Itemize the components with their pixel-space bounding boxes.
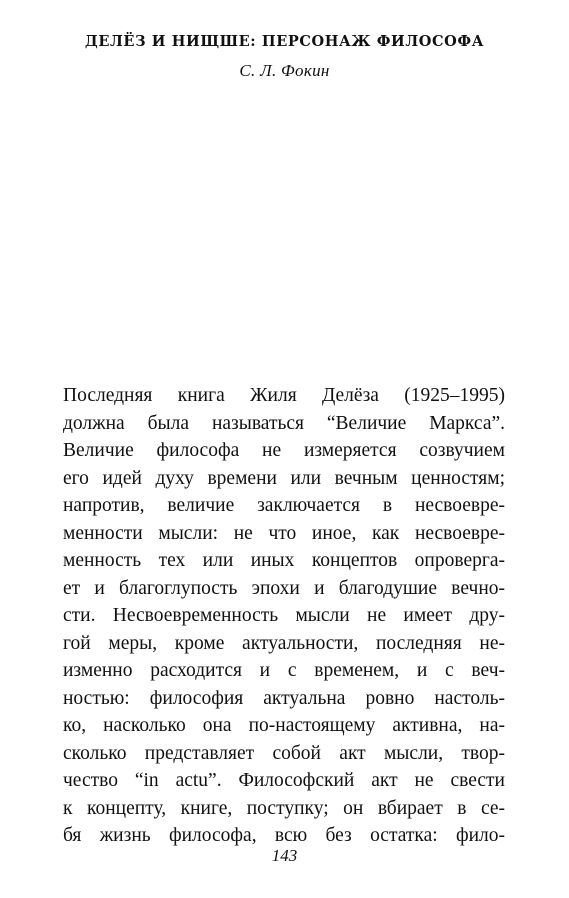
text-line: напротив, величие заключается в несвоевре- — [63, 495, 505, 516]
text-line: Последняя книга Жиля Делёза (1925–1995) — [63, 385, 505, 406]
running-title: ДЕЛЁЗ И НИЩШЕ: ПЕРСОНАЖ ФИЛОСОФА — [84, 33, 485, 50]
text-line: ностью: философия актуальна ровно настоль- — [63, 687, 505, 709]
text-line: должна была называться “Величие Маркса”. — [63, 412, 505, 434]
text-line: Величие философа не измеряется созвучием — [63, 440, 505, 461]
text-line: менность тех или иных концептов опроверга- — [63, 550, 505, 571]
text-line: к концепту, книге, поступку; он вбирает в се- — [63, 797, 505, 819]
text-line: его идей духу времени или вечным ценностям; — [63, 467, 505, 489]
text-line: сколько представляет собой акт мысли, твор- — [63, 742, 505, 764]
text-line: чество “in actu”. Философский акт не свести — [63, 770, 505, 791]
text-line: ет и благоглупость эпохи и благодушие вечно- — [63, 577, 505, 599]
text-line: бя жизнь философа, всю без остатка: фило- — [63, 825, 505, 846]
page-number: 143 — [271, 846, 298, 865]
author-name: С. Л. Фокин — [239, 61, 330, 80]
text-line: ко, насколько она по-настоящему активна, на- — [63, 715, 505, 736]
text-line: менности мысли: не что иное, как несвоевре- — [63, 522, 505, 544]
body-text — [63, 382, 505, 850]
text-line: сти. Несвоевременность мысли не имеет дру- — [63, 605, 505, 626]
text-line: изменно расходится и с временем, и с веч- — [63, 660, 505, 681]
text-line: гой меры, кроме актуальности, последняя не- — [63, 632, 505, 654]
